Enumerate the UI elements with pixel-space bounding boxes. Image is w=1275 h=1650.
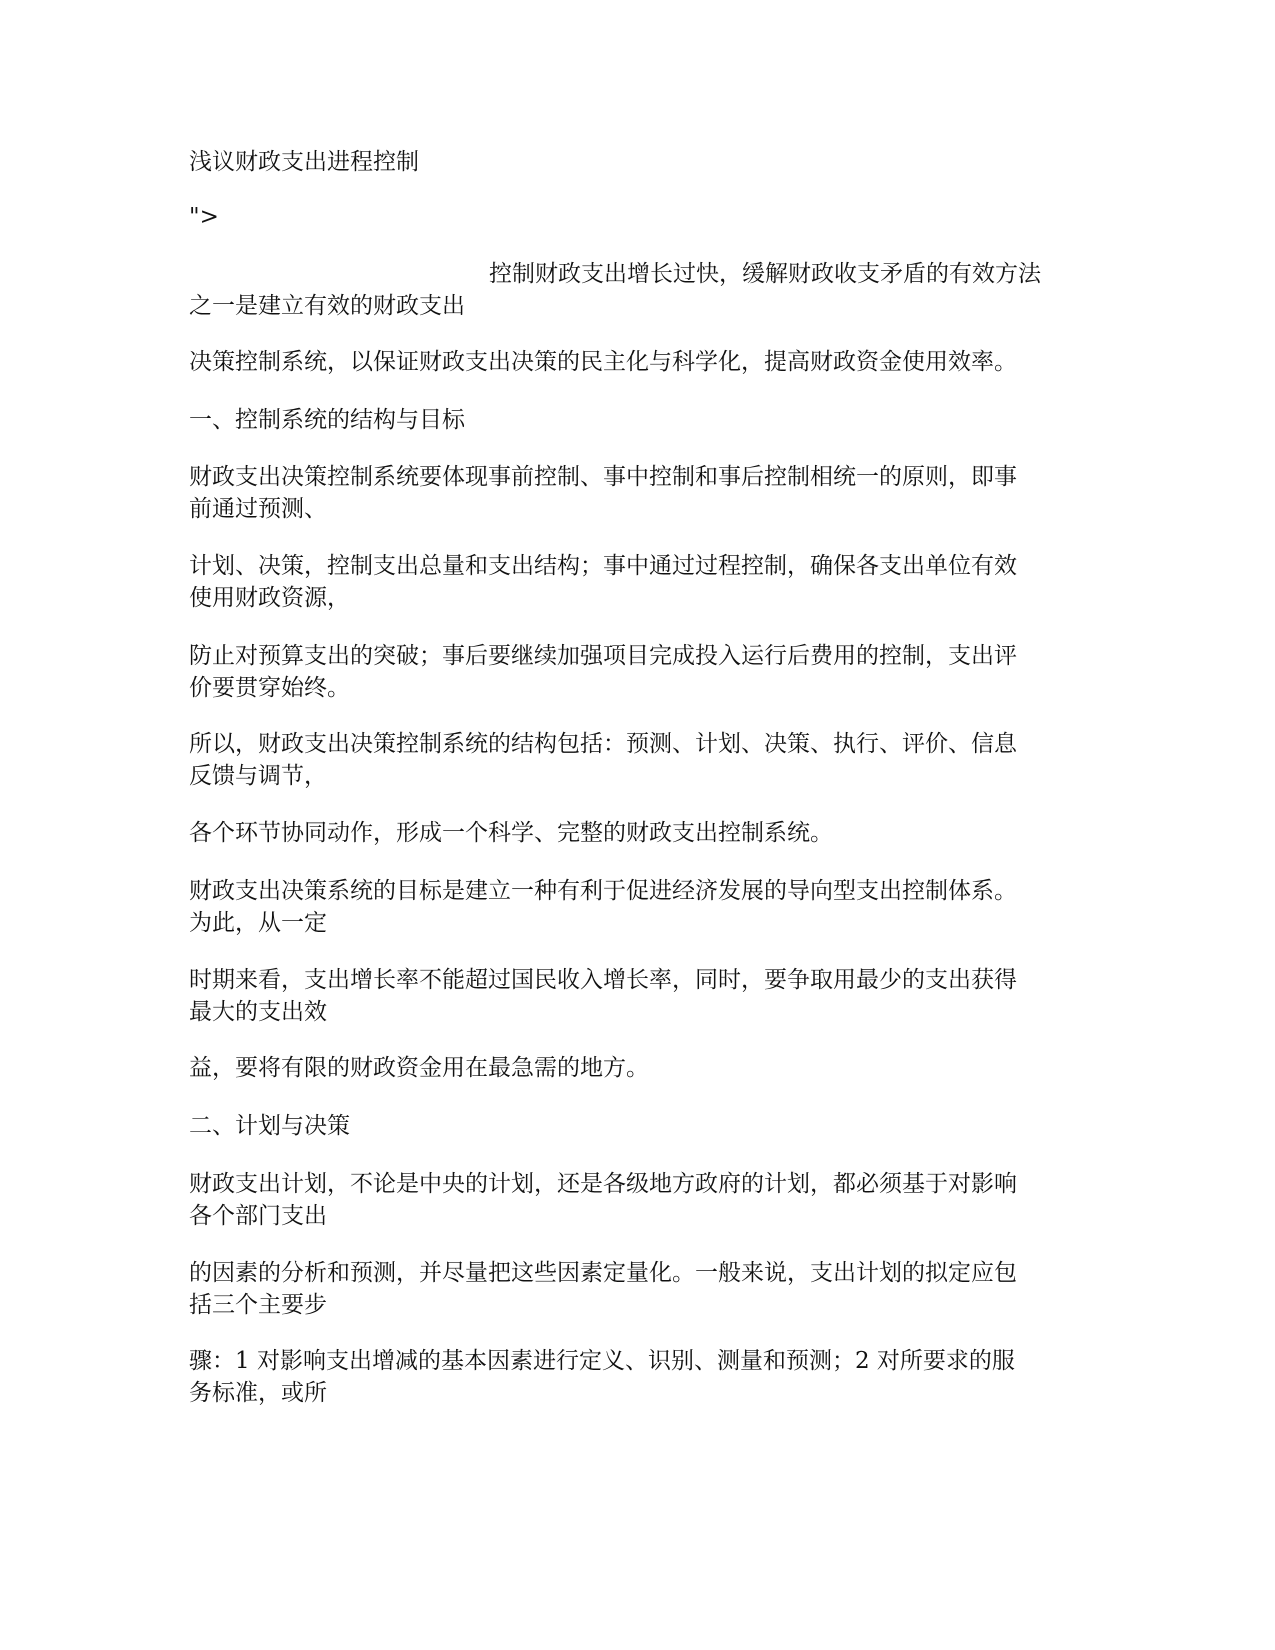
paragraph-line: 控制财政支出增长过快，缓解财政收支矛盾的有效方法: [489, 261, 1041, 287]
paragraph-line: 财政支出决策系统的目标是建立一种有利于促进经济发展的导向型支出控制体系。: [189, 878, 1017, 904]
paragraph-2: [189, 346, 1089, 378]
paragraph-line: 最大的支出效: [189, 999, 327, 1025]
stray-markup-line: ">: [189, 204, 219, 230]
paragraph-12: [189, 1257, 1089, 1321]
paragraph-line: 益，要将有限的财政资金用在最急需的地方。: [189, 1055, 649, 1081]
paragraph-line: 时期来看，支出增长率不能超过国民收入增长率，同时，要争取用最少的支出获得: [189, 967, 1017, 993]
paragraph-8: [189, 875, 1089, 939]
paragraph-line: 财政支出计划，不论是中央的计划，还是各级地方政府的计划，都必须基于对影响: [189, 1171, 1017, 1197]
paragraph-line: 反馈与调节，: [189, 763, 327, 789]
document-title: [189, 146, 1089, 178]
paragraph-9: [189, 964, 1089, 1028]
paragraph-11: [189, 1168, 1089, 1232]
paragraph-line: 括三个主要步: [189, 1292, 327, 1318]
section-heading-1: [189, 404, 1089, 436]
section-heading-2: [189, 1110, 1089, 1142]
heading-line: 一、控制系统的结构与目标: [189, 407, 465, 433]
paragraph-line: 价要贯穿始终。: [189, 675, 350, 701]
paragraph-1: [189, 258, 1089, 322]
paragraph-line: 前通过预测、: [189, 496, 327, 522]
paragraph-13: [189, 1345, 1089, 1409]
paragraph-line: 为此，从一定: [189, 910, 327, 936]
paragraph-10: [189, 1052, 1089, 1084]
paragraph-line: 所以，财政支出决策控制系统的结构包括：预测、计划、决策、执行、评价、信息: [189, 731, 1017, 757]
paragraph-line: 防止对预算支出的突破；事后要继续加强项目完成投入运行后费用的控制，支出评: [189, 643, 1017, 669]
paragraph-line: 使用财政资源，: [189, 585, 350, 611]
paragraph-line: 骤：1 对影响支出增减的基本因素进行定义、识别、测量和预测；2 对所要求的服: [189, 1348, 1015, 1374]
paragraph-line: 之一是建立有效的财政支出: [189, 293, 465, 319]
paragraph-line: 财政支出决策控制系统要体现事前控制、事中控制和事后控制相统一的原则，即事: [189, 464, 1017, 490]
paragraph-line: 决策控制系统，以保证财政支出决策的民主化与科学化，提高财政资金使用效率。: [189, 349, 1017, 375]
paragraph-line: 计划、决策，控制支出总量和支出结构；事中通过过程控制，确保各支出单位有效: [189, 553, 1017, 579]
paragraph-6: [189, 728, 1089, 792]
paragraph-3: [189, 461, 1089, 525]
paragraph-line: 的因素的分析和预测，并尽量把这些因素定量化。一般来说，支出计划的拟定应包: [189, 1260, 1017, 1286]
paragraph-line: 各个部门支出: [189, 1203, 327, 1229]
paragraph-line: 各个环节协同动作，形成一个科学、完整的财政支出控制系统。: [189, 820, 833, 846]
paragraph-7: [189, 817, 1089, 849]
title-text: 浅议财政支出进程控制: [189, 149, 419, 175]
paragraph-line: 务标准，或所: [189, 1380, 327, 1406]
stray-markup-text: [189, 201, 1089, 233]
heading-line: 二、计划与决策: [189, 1113, 350, 1139]
paragraph-5: [189, 640, 1089, 704]
paragraph-4: [189, 550, 1089, 614]
